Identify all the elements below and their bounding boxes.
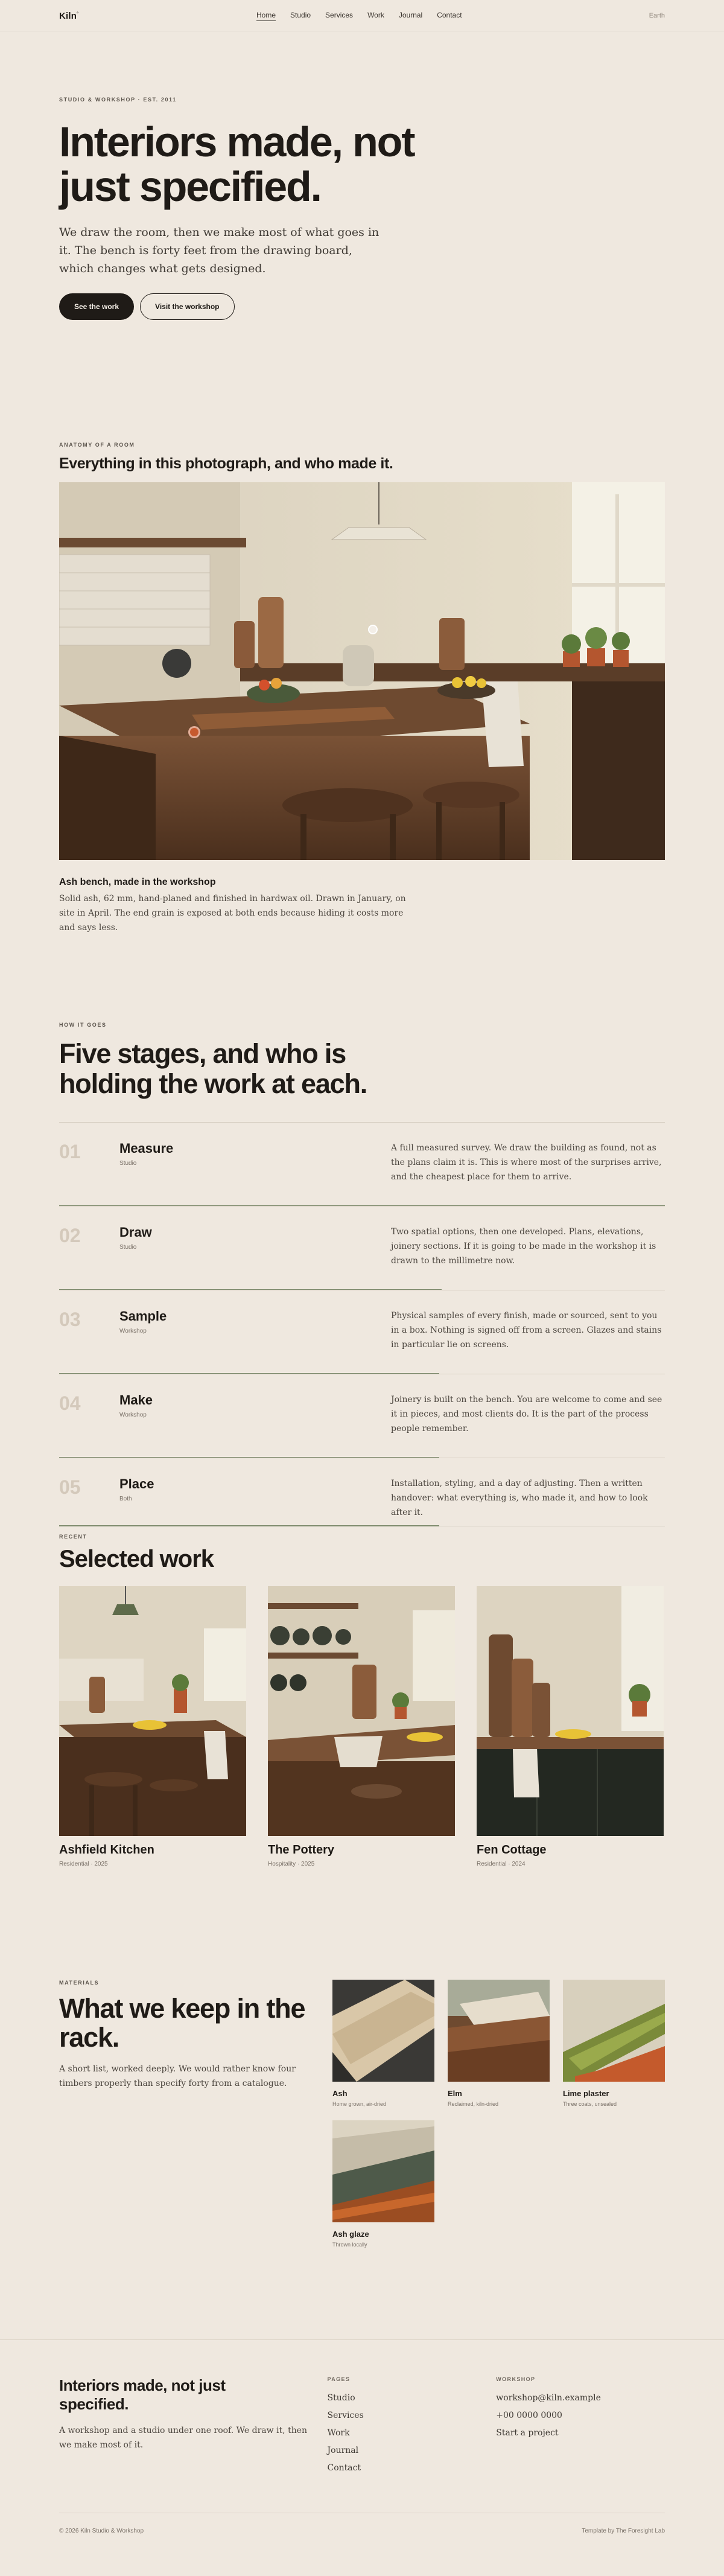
swatch-ash[interactable] [332,1980,434,2107]
nav-home[interactable]: Home [256,11,276,21]
materials-eyebrow: MATERIALS [59,1980,100,1986]
stage-number: 02 [59,1225,81,1246]
swatch-image [448,1980,550,2082]
footer-link-studio[interactable]: Studio [327,2393,355,2403]
swatch-meta: Thrown locally [332,2242,367,2248]
footer-bottom [59,2513,665,2534]
stage-number: 05 [59,1476,81,1498]
hotspot-bench[interactable] [188,726,200,738]
nav-work[interactable]: Work [367,11,384,19]
hotspot-lamp[interactable] [368,625,378,634]
project-cards [59,1586,665,1867]
project-image[interactable] [59,1586,246,1836]
stage-description: Two spatial options, then one developed. Plans, elevations, joinery sections. If it is going to be made in the workshop it is drawn to the millimetre now. [391,1227,656,1266]
process-title: Five stages, and who is holding the work at each. [59,1038,367,1099]
project-meta: Residential · 2025 [59,1861,108,1867]
stage-row [59,1206,665,1290]
stage-number: 04 [59,1392,81,1414]
footer-body: A workshop and a studio under one roof. We draw it, then we make most of it. [59,2426,308,2450]
project-image[interactable] [477,1586,664,1836]
swatch-image [332,1980,434,2082]
stage-role: Studio [119,1160,137,1167]
footer-link-services[interactable]: Services [327,2411,364,2420]
project-title[interactable]: Fen Cottage [477,1843,547,1857]
stage-row [59,1458,665,1526]
nav-links [256,0,462,31]
swatch-meta: Home grown, air-dried [332,2101,387,2107]
stage-role: Workshop [119,1412,147,1418]
stage-row [59,1122,665,1206]
stage-name: Measure [119,1141,174,1156]
kitchen-photo [59,482,665,860]
footer-title: Interiors made, not just specified. [59,2376,226,2413]
top-nav [0,0,724,31]
stage-name: Draw [119,1225,152,1240]
nav-studio[interactable]: Studio [290,11,311,19]
nav-services[interactable]: Services [325,11,354,19]
footer-start-project-link[interactable]: Start a project [496,2428,559,2438]
hero-title: Interiors made, not just specified. [59,118,414,210]
nav-journal[interactable]: Journal [398,11,423,19]
stage-role: Studio [119,1244,137,1251]
stage-number: 01 [59,1141,81,1162]
footer-workshop-heading: WORKSHOP [496,2376,536,2382]
hero-actions [59,293,665,320]
swatch-name: Ash [332,2089,348,2098]
project-card-pottery[interactable] [268,1586,455,1867]
stage-name: Sample [119,1309,167,1324]
anatomy-title: Everything in this photograph, and who made it. [59,455,393,472]
swatch-name: Lime plaster [563,2089,609,2098]
materials-section [0,1947,724,2339]
stage-description: A full measured survey. We draw the building as found, not as the plans claim it is. This is where most of the surprises arrive, and the cheapest place for them to arrive. [391,1143,662,1182]
hero [0,31,724,407]
project-card-fen[interactable] [477,1586,664,1867]
footer-link-contact[interactable]: Contact [327,2463,361,2473]
work-eyebrow: RECENT [59,1534,87,1540]
nav-contact[interactable]: Contact [437,11,462,19]
template-credit[interactable]: Template by The Foresight Lab [582,2528,665,2534]
swatch-name: Ash glaze [332,2230,369,2239]
project-image[interactable] [268,1586,455,1836]
stage-description: Joinery is built on the bench. You are welcome to come and see it in pieces, and most clients do. It is the part of the process people remember. [391,1395,662,1433]
footer-link-journal[interactable]: Journal [327,2446,359,2455]
swatch-meta: Reclaimed, kiln-dried [448,2101,499,2107]
stage-name: Place [119,1476,154,1491]
footer-link-work[interactable]: Work [327,2428,350,2438]
stage-description: Installation, styling, and a day of adjusting. Then a written handover: what everything is, who made it, and how to look after it. [391,1479,648,1517]
footer-email-link[interactable]: workshop@kiln.example [496,2393,601,2403]
visit-workshop-button[interactable]: Visit the workshop [140,293,234,320]
caption-body: Solid ash, 62 mm, hand-planed and finished in hardwax oil. Drawn in January, on site in April. The end grain is exposed at both ends because hiding it costs more and says less. [59,894,406,933]
stage-number: 03 [59,1309,81,1330]
footer [0,2339,724,2545]
swatch-meta: Three coats, unsealed [563,2101,617,2107]
logo[interactable]: Kiln° [59,10,79,21]
process-eyebrow: HOW IT GOES [59,1022,107,1028]
caption-title: Ash bench, made in the workshop [59,877,216,887]
swatch-lime-plaster[interactable] [563,1980,665,2107]
stage-description: Physical samples of every finish, made or sourced, sent to you in a box. Nothing is signed off from a screen. Glazes and stains in particular lie on screens. [391,1311,662,1350]
stage-name: Make [119,1392,153,1408]
process-section [0,945,724,1522]
swatch-image [332,2120,434,2222]
stage-role: Both [119,1496,132,1502]
stage-row [59,1374,665,1458]
stage-row [59,1290,665,1374]
stages-list [59,1122,665,1526]
footer-workshop [496,2376,665,2473]
project-meta: Hospitality · 2025 [268,1861,315,1867]
swatch-ash-glaze[interactable] [332,2120,434,2248]
stage-progress-line [59,1525,439,1526]
footer-pages [328,2376,497,2473]
theme-toggle[interactable]: Earth [649,12,665,19]
swatch-image [563,1980,665,2082]
project-title[interactable]: Ashfield Kitchen [59,1843,154,1857]
see-work-button[interactable]: See the work [59,293,134,320]
stage-role: Workshop [119,1328,147,1334]
hero-eyebrow: STUDIO & WORKSHOP · EST. 2011 [59,97,177,103]
anatomy-section [0,407,724,945]
copyright: © 2026 Kiln Studio & Workshop [59,2528,144,2534]
work-title: Selected work [59,1546,214,1572]
swatch-name: Elm [448,2089,462,2098]
footer-pages-heading: PAGES [327,2376,351,2382]
materials-title: What we keep in the rack. [59,1993,305,2053]
project-meta: Residential · 2024 [477,1861,526,1867]
materials-body: A short list, worked deeply. We would rather know four timbers properly than specify forty from a catalogue. [59,2064,296,2088]
swatch-elm[interactable] [448,1980,550,2107]
project-card-ashfield[interactable] [59,1586,246,1867]
project-title[interactable]: The Pottery [268,1843,335,1857]
footer-phone-link[interactable]: +00 0000 0000 [496,2411,562,2420]
hero-body: We draw the room, then we make most of what goes in it. The bench is forty feet from the drawing board, which changes what gets designed. [59,226,379,275]
work-section [0,1522,724,1947]
material-swatches [332,1980,665,2248]
anatomy-eyebrow: ANATOMY OF A ROOM [59,442,135,448]
